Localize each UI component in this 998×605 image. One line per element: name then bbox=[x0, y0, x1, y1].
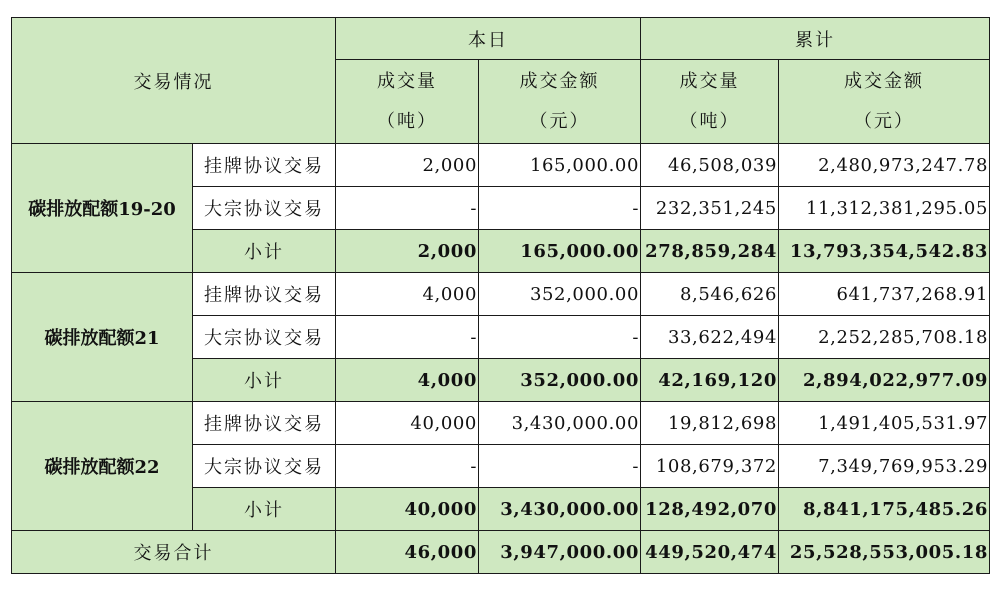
today-amount: 3,430,000.00 bbox=[479, 488, 641, 531]
today-volume: 2,000 bbox=[336, 144, 479, 187]
cum-volume: 46,508,039 bbox=[641, 144, 779, 187]
cum-volume: 108,679,372 bbox=[641, 445, 779, 488]
cum-amount: 2,894,022,977.09 bbox=[779, 359, 990, 402]
today-volume: 40,000 bbox=[336, 402, 479, 445]
cum-amount: 2,252,285,708.18 bbox=[779, 316, 990, 359]
header-today: 本日 bbox=[336, 18, 641, 60]
header-today-amount-label: 成交金额 bbox=[519, 70, 600, 92]
trade-type: 挂牌协议交易 bbox=[193, 273, 336, 316]
header-cum-volume-label: 成交量 bbox=[679, 70, 740, 92]
trade-summary-table bbox=[11, 17, 990, 574]
trade-type: 挂牌协议交易 bbox=[193, 144, 336, 187]
header-cumulative: 累计 bbox=[641, 18, 990, 60]
today-amount: 352,000.00 bbox=[479, 359, 641, 402]
total-row bbox=[12, 531, 990, 574]
trade-type: 大宗协议交易 bbox=[193, 445, 336, 488]
cum-volume: 42,169,120 bbox=[641, 359, 779, 402]
today-amount: 3,430,000.00 bbox=[479, 402, 641, 445]
cum-volume: 128,492,070 bbox=[641, 488, 779, 531]
today-amount: - bbox=[479, 187, 641, 230]
trade-type: 大宗协议交易 bbox=[193, 316, 336, 359]
table-row bbox=[12, 144, 990, 187]
header-today-volume-label: 成交量 bbox=[377, 70, 437, 92]
cum-amount: 2,480,973,247.78 bbox=[779, 144, 990, 187]
cum-amount: 7,349,769,953.29 bbox=[779, 445, 990, 488]
total-today-volume: 46,000 bbox=[336, 531, 479, 574]
subtotal-label: 小计 bbox=[193, 359, 336, 402]
subtotal-label: 小计 bbox=[193, 488, 336, 531]
total-cum-volume: 449,520,474 bbox=[641, 531, 779, 574]
trade-summary-table-container bbox=[11, 17, 990, 574]
cum-amount: 11,312,381,295.05 bbox=[779, 187, 990, 230]
cum-amount: 641,737,268.91 bbox=[779, 273, 990, 316]
header-cum-volume-unit: （吨） bbox=[679, 110, 740, 132]
group-name: 碳排放配额22 bbox=[12, 402, 193, 531]
table-row bbox=[12, 402, 990, 445]
trade-type: 大宗协议交易 bbox=[193, 187, 336, 230]
today-volume: 4,000 bbox=[336, 273, 479, 316]
cum-amount: 13,793,354,542.83 bbox=[779, 230, 990, 273]
header-cum-amount-unit: （元） bbox=[854, 110, 914, 132]
header-trade-situation: 交易情况 bbox=[12, 18, 336, 144]
cum-amount: 8,841,175,485.26 bbox=[779, 488, 990, 531]
cum-amount: 1,491,405,531.97 bbox=[779, 402, 990, 445]
header-today-volume-unit: （吨） bbox=[377, 110, 437, 132]
today-amount: 165,000.00 bbox=[479, 144, 641, 187]
cum-volume: 8,546,626 bbox=[641, 273, 779, 316]
today-volume: 4,000 bbox=[336, 359, 479, 402]
trade-type: 挂牌协议交易 bbox=[193, 402, 336, 445]
today-volume: 2,000 bbox=[336, 230, 479, 273]
today-amount: 165,000.00 bbox=[479, 230, 641, 273]
today-amount: - bbox=[479, 445, 641, 488]
header-today-amount bbox=[479, 60, 641, 144]
group-name: 碳排放配额19-20 bbox=[12, 144, 193, 273]
today-volume: - bbox=[336, 316, 479, 359]
today-amount: - bbox=[479, 316, 641, 359]
cum-volume: 232,351,245 bbox=[641, 187, 779, 230]
total-today-amount: 3,947,000.00 bbox=[479, 531, 641, 574]
today-amount: 352,000.00 bbox=[479, 273, 641, 316]
header-cum-amount-label: 成交金额 bbox=[844, 70, 924, 92]
subtotal-label: 小计 bbox=[193, 230, 336, 273]
header-today-amount-unit: （元） bbox=[529, 110, 590, 132]
cum-volume: 278,859,284 bbox=[641, 230, 779, 273]
cum-volume: 19,812,698 bbox=[641, 402, 779, 445]
group-name: 碳排放配额21 bbox=[12, 273, 193, 402]
table-row bbox=[12, 273, 990, 316]
total-cum-amount: 25,528,553,005.18 bbox=[779, 531, 990, 574]
cum-volume: 33,622,494 bbox=[641, 316, 779, 359]
today-volume: - bbox=[336, 187, 479, 230]
total-label: 交易合计 bbox=[12, 531, 336, 574]
today-volume: - bbox=[336, 445, 479, 488]
header-today-volume bbox=[336, 60, 479, 144]
header-cum-amount bbox=[779, 60, 990, 144]
header-cum-volume bbox=[641, 60, 779, 144]
today-volume: 40,000 bbox=[336, 488, 479, 531]
